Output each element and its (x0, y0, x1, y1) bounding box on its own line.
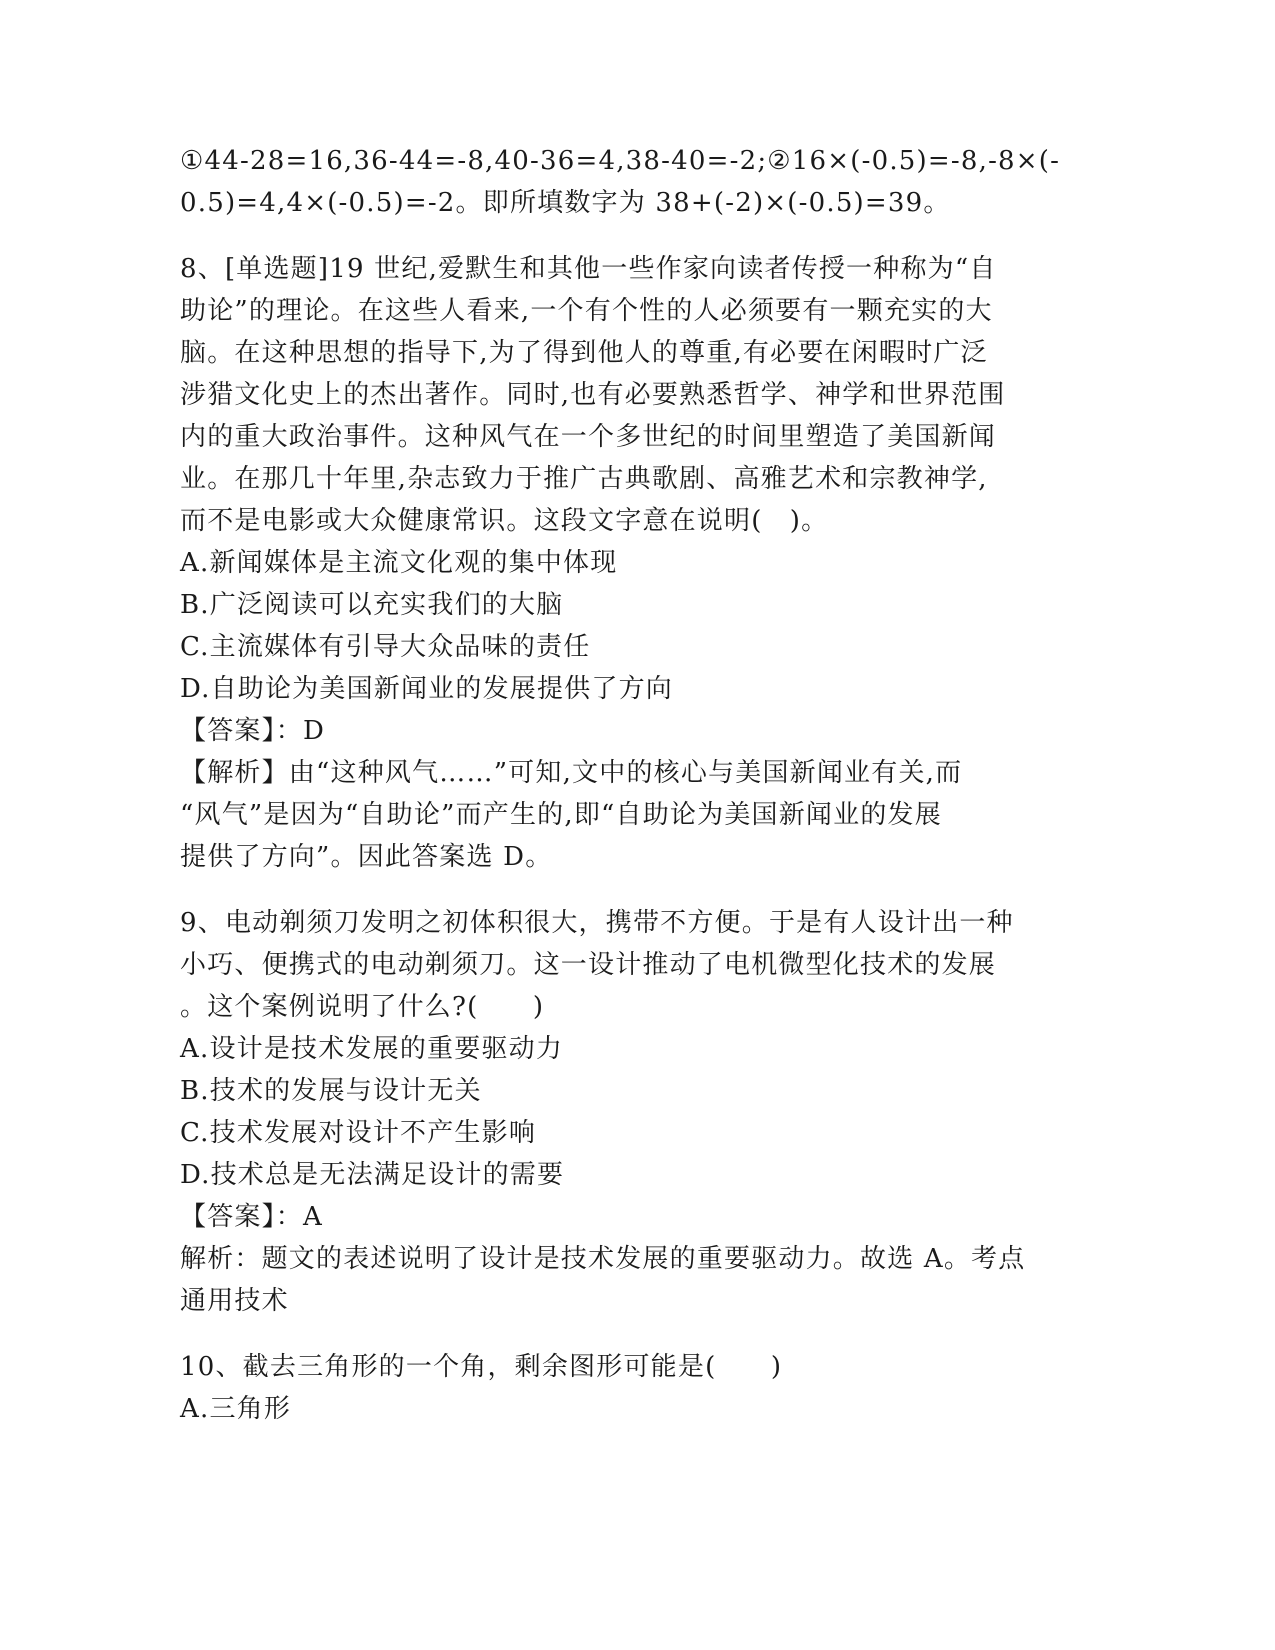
explanation-line: ①44-28=16,36-44=-8,40-36=4,38-40=-2;②16×(-0.5)=-8,-8×(- (180, 146, 1061, 176)
previous-question-explanation (180, 140, 1080, 224)
option-d: D.技术总是无法满足设计的需要 (180, 1160, 565, 1190)
option-b: B.技术的发展与设计无关 (180, 1076, 482, 1106)
option-a: A.新闻媒体是主流文化观的集中体现 (180, 548, 618, 578)
answer-line: 【答案】：A (180, 1202, 323, 1232)
option-a: A.设计是技术发展的重要驱动力 (180, 1034, 564, 1064)
question-stem-line: 脑。在这种思想的指导下,为了得到他人的尊重,有必要在闲暇时广泛 (180, 338, 988, 368)
option-a: A.三角形 (180, 1394, 292, 1424)
analysis-line: 提供了方向”。因此答案选 D。 (180, 842, 553, 872)
option-c: C.主流媒体有引导大众品味的责任 (180, 632, 591, 662)
option-b: B.广泛阅读可以充实我们的大脑 (180, 590, 564, 620)
question-stem-line: 小巧、便携式的电动剃须刀。这一设计推动了电机微型化技术的发展 (180, 950, 997, 980)
explanation-line: 0.5)=4,4×(-0.5)=-2。即所填数字为 38+(-2)×(-0.5)=39。 (180, 188, 951, 218)
question-9 (180, 902, 1080, 1322)
question-stem-line: 业。在那几十年里,杂志致力于推广古典歌剧、高雅艺术和宗教神学, (180, 464, 988, 494)
answer-line: 【答案】：D (180, 716, 326, 746)
question-stem-line: 涉猎文化史上的杰出著作。同时,也有必要熟悉哲学、神学和世界范围 (180, 380, 1006, 410)
analysis-line: “风气”是因为“自助论”而产生的,即“自助论为美国新闻业的发展 (180, 800, 942, 830)
analysis-line: 解析：题文的表述说明了设计是技术发展的重要驱动力。故选 A。考点 (180, 1244, 1026, 1274)
question-stem-line: 。这个案例说明了什么?( ) (180, 992, 545, 1022)
analysis-line: 通用技术 (180, 1286, 289, 1316)
option-c: C.技术发展对设计不产生影响 (180, 1118, 537, 1148)
question-stem-line: 助论”的理论。在这些人看来,一个有个性的人必须要有一颗充实的大 (180, 296, 993, 326)
question-10 (180, 1346, 1080, 1430)
question-stem-line: 10、截去三角形的一个角，剩余图形可能是( ) (180, 1352, 783, 1382)
option-d: D.自助论为美国新闻业的发展提供了方向 (180, 674, 673, 704)
analysis-line: 【解析】由“这种风气……”可知,文中的核心与美国新闻业有关,而 (180, 758, 963, 788)
question-8 (180, 248, 1080, 878)
question-stem-line: 9、电动剃须刀发明之初体积很大，携带不方便。于是有人设计出一种 (180, 908, 1014, 938)
question-stem-line: 而不是电影或大众健康常识。这段文字意在说明( )。 (180, 506, 829, 536)
question-stem-line: 8、[单选题]19 世纪,爱默生和其他一些作家向读者传授一种称为“自 (180, 254, 997, 284)
question-stem-line: 内的重大政治事件。这种风气在一个多世纪的时间里塑造了美国新闻 (180, 422, 997, 452)
document-page (180, 140, 1080, 1430)
